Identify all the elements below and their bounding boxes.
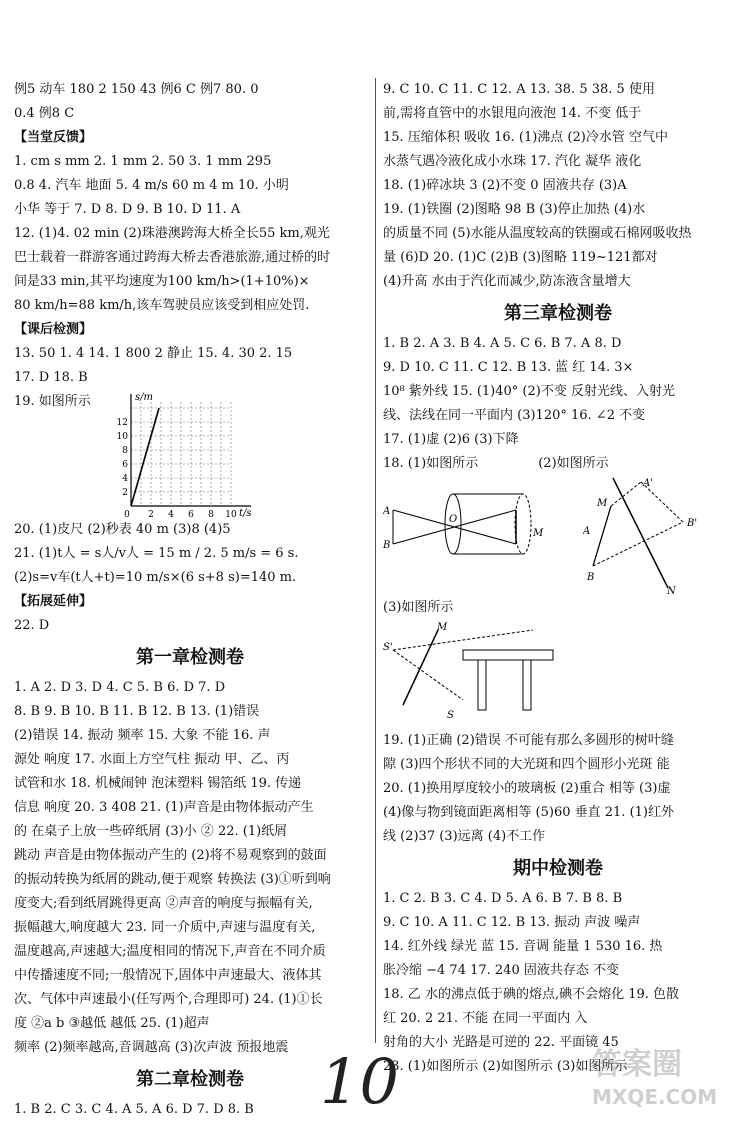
x-tick: 0 bbox=[123, 510, 130, 518]
section-heading: 【课后检测】 bbox=[14, 322, 93, 337]
label-M: M bbox=[437, 622, 448, 633]
answer-line: 的振动转换为纸屑的跳动,便于观察 转换法 (3)①听到响 bbox=[14, 872, 331, 887]
answer-line: 红 20. 2 21. 不能 在同一平面内 入 bbox=[383, 1011, 588, 1026]
column-divider bbox=[375, 78, 376, 1043]
label-A: A bbox=[583, 526, 591, 537]
label-S: S bbox=[447, 710, 454, 720]
answer-line: 19. (1)正确 (2)错误 不可能有那么多圆形的树叶缝 bbox=[383, 733, 674, 748]
label-A-prime: A' bbox=[643, 478, 653, 489]
answer-line: 17. D 18. B bbox=[14, 370, 88, 385]
watermark-text: 答案圈 bbox=[592, 1047, 682, 1082]
chapter-title: 期中检测卷 bbox=[513, 858, 603, 879]
answer-line: 量 (6)D 20. (1)C (2)B (3)图略 119~121都对 bbox=[383, 250, 658, 265]
y-axis-label: s/m bbox=[134, 392, 153, 403]
y-tick: 8 bbox=[122, 446, 128, 456]
answer-line: 度 ②a b ③越低 越低 25. (1)超声 bbox=[14, 1016, 210, 1031]
answer-line: 度变大;看到纸屑跳得更高 ②声音的响度与振幅有关, bbox=[14, 896, 313, 911]
answer-line: 频率 (2)频率越高,音调越高 (3)次声波 预报地震 bbox=[14, 1040, 289, 1055]
chapter-title: 第二章检测卷 bbox=[136, 1069, 244, 1090]
mirror-image-diagram bbox=[583, 476, 723, 596]
answer-line: (3)如图所示 bbox=[383, 600, 454, 615]
answer-line: 12. (1)4. 02 min (2)珠港澳跨海大桥全长55 km,观光 bbox=[14, 226, 330, 241]
answer-line: 1. A 2. D 3. D 4. C 5. B 6. D 7. D bbox=[14, 680, 226, 695]
answer-line: 次、气体中声速最小(任写两个,合理即可) 24. (1)①长 bbox=[14, 992, 323, 1007]
y-tick: 4 bbox=[122, 474, 128, 484]
answer-line: 隙 (3)四个形状不同的大光斑和四个圆形小光斑 能 bbox=[383, 757, 670, 772]
answer-line: 0.4 例8 C bbox=[14, 106, 75, 121]
answer-line: 20. (1)换用厚度较小的玻璃板 (2)重合 相等 (3)虚 bbox=[383, 781, 671, 796]
answer-line: 线、法线在同一平面内 (3)120° 16. ∠2 不变 bbox=[383, 408, 646, 423]
y-tick: 2 bbox=[122, 488, 128, 498]
answer-line: 21. (1)t人 = s人/v人 = 15 m / 2. 5 m/s = 6 s. bbox=[14, 546, 299, 561]
answer-line: 例5 动车 180 2 150 43 例6 C 例7 80. 0 bbox=[14, 82, 259, 97]
data-line bbox=[131, 408, 159, 506]
answer-line: 跳动 声音是由物体振动产生的 (2)将不易观察到的鼓面 bbox=[14, 848, 327, 863]
answer-line: 9. C 10. C 11. C 12. A 13. 38. 5 38. 5 使用 bbox=[383, 82, 655, 97]
answer-line: 源处 响度 17. 水面上方空气柱 振动 甲、乙、丙 bbox=[14, 752, 290, 767]
y-tick: 6 bbox=[122, 460, 128, 470]
label-O: O bbox=[449, 514, 458, 525]
page-number: 10 bbox=[320, 1045, 399, 1118]
answer-line: 巴士载着一群游客通过跨海大桥去香港旅游,通过桥的时 bbox=[14, 250, 331, 265]
answer-line: 23. (1)如图所示 (2)如图所示 (3)如图所示 bbox=[383, 1059, 628, 1074]
answer-line: 14. 红外线 绿光 蓝 15. 音调 能量 1 530 16. 热 bbox=[383, 939, 663, 954]
answer-line: 18. 乙 水的沸点低于碘的熔点,碘不会熔化 19. 色散 bbox=[383, 987, 680, 1002]
chapter-title: 第三章检测卷 bbox=[504, 303, 612, 324]
answer-line: 10⁸ 紫外线 15. (1)40° (2)不变 反射光线、入射光 bbox=[383, 384, 675, 399]
label-B-prime: B' bbox=[687, 518, 698, 529]
answer-line: 18. (1)如图所示 bbox=[383, 456, 479, 471]
x-tick: 2 bbox=[147, 510, 154, 518]
answer-line: 1. B 2. A 3. B 4. A 5. C 6. B 7. A 8. D bbox=[383, 336, 622, 351]
periscope-diagram bbox=[383, 620, 563, 720]
label-S-prime: S' bbox=[383, 642, 393, 653]
answer-line: 19. 如图所示 bbox=[14, 394, 91, 409]
answer-line: (2)s=v车(t人+t)=10 m/s×(6 s+8 s)=140 m. bbox=[14, 570, 297, 585]
answer-line: 0.8 4. 汽车 地面 5. 4 m/s 60 m 4 m 10. 小明 bbox=[14, 178, 289, 193]
label-A: A bbox=[383, 506, 391, 517]
section-heading: 【拓展延伸】 bbox=[14, 594, 93, 609]
answer-line: 17. (1)虚 (2)6 (3)下降 bbox=[383, 432, 519, 447]
x-tick: 6 bbox=[187, 510, 194, 518]
answer-line: 9. D 10. C 11. C 12. B 13. 蓝 红 14. 3× bbox=[383, 360, 634, 375]
right-column bbox=[383, 78, 733, 1079]
answer-line: 1. B 2. C 3. C 4. A 5. A 6. D 7. D 8. B bbox=[14, 1102, 254, 1117]
label-M: M bbox=[533, 528, 544, 539]
answer-line: 的 在桌子上放一些碎纸屑 (3)小 ② 22. (1)纸屑 bbox=[14, 824, 288, 839]
answer-line: 振幅越大,响度越大 23. 同一介质中,声速与温度有关, bbox=[14, 920, 316, 935]
x-tick: 10 bbox=[225, 510, 237, 518]
chapter-title: 第一章检测卷 bbox=[136, 647, 244, 668]
x-axis-label: t/s bbox=[238, 508, 252, 518]
answer-line: 20. (1)皮尺 (2)秒表 40 m (3)8 (4)5 bbox=[14, 522, 231, 537]
answer-line: 间是33 min,其平均速度为100 km/h>(1+10%)× bbox=[14, 274, 310, 289]
answer-line: 胀冷缩 −4 74 17. 240 固液共存态 不变 bbox=[383, 963, 619, 978]
label-M: M bbox=[597, 498, 608, 509]
answer-line: 80 km/h=88 km/h,该车驾驶员应该受到相应处罚. bbox=[14, 298, 310, 313]
label-N: N bbox=[667, 586, 676, 596]
answer-line: 射角的大小 光路是可逆的 22. 平面镜 45 bbox=[383, 1035, 619, 1050]
section-heading: 【当堂反馈】 bbox=[14, 130, 93, 145]
answer-line: 13. 50 1. 4 14. 1 800 2 静止 15. 4. 30 2. 15 bbox=[14, 346, 293, 361]
watermark-url: MXQE.COM bbox=[592, 1085, 718, 1109]
label-B: B bbox=[587, 572, 595, 583]
answer-line: 前,需将直管中的水银甩向液泡 14. 不变 低于 bbox=[383, 106, 642, 121]
q18-figures bbox=[383, 476, 733, 596]
x-tick: 8 bbox=[207, 510, 214, 518]
label-B: B bbox=[383, 540, 391, 551]
answer-line: 中传播速度不同;一般情况下,固体中声速最大、液体其 bbox=[14, 968, 322, 983]
answer-line: (2)如图所示 bbox=[538, 456, 609, 471]
y-tick: 10 bbox=[116, 432, 128, 442]
q18-header-row bbox=[383, 452, 733, 476]
answer-line: 1. C 2. B 3. C 4. D 5. A 6. B 7. B 8. B bbox=[383, 891, 623, 906]
answer-line: 小华 等于 7. D 8. D 9. B 10. D 11. A bbox=[14, 202, 241, 217]
answer-line: (4)像与物到镜面距离相等 (5)60 垂直 21. (1)红外 bbox=[383, 805, 674, 820]
answer-line: 19. (1)铁圈 (2)图略 98 B (3)停止加热 (4)水 bbox=[383, 202, 646, 217]
x-tick: 4 bbox=[167, 510, 174, 518]
answer-line: 1. cm s mm 2. 1 mm 2. 50 3. 1 mm 295 bbox=[14, 154, 272, 169]
answer-line: (4)升高 水由于汽化而减少,防冻液含量增大 bbox=[383, 274, 631, 289]
answer-line: (2)错误 14. 振动 频率 15. 大象 不能 16. 声 bbox=[14, 728, 271, 743]
answer-line: 8. B 9. B 10. B 11. B 12. B 13. (1)错误 bbox=[14, 704, 260, 719]
answer-line: 的质量不同 (5)水能从温度较高的铁圈或石棉网吸收热 bbox=[383, 226, 692, 241]
answer-line: 15. 压缩体积 吸收 16. (1)沸点 (2)冷水管 空气中 bbox=[383, 130, 668, 145]
answer-line: 9. C 10. A 11. C 12. B 13. 振动 声波 噪声 bbox=[383, 915, 641, 930]
answer-line: 线 (2)37 (3)远离 (4)不工作 bbox=[383, 829, 546, 844]
q19-row bbox=[14, 390, 366, 518]
answer-line: 18. (1)碎冰块 3 (2)不变 0 固液共存 (3)A bbox=[383, 178, 627, 193]
y-tick: 12 bbox=[116, 418, 128, 428]
answer-line: 试管和水 18. 机械闹钟 泡沫塑料 锡箔纸 19. 传递 bbox=[14, 776, 302, 791]
answer-line: 22. D bbox=[14, 618, 50, 633]
answer-line: 信息 响度 20. 3 408 21. (1)声音是由物体振动产生 bbox=[14, 800, 314, 815]
answer-line: 水蒸气遇冷液化成小水珠 17. 汽化 凝华 液化 bbox=[383, 154, 642, 169]
pinhole-camera-diagram bbox=[383, 476, 563, 596]
s-t-graph bbox=[101, 390, 261, 518]
watermark-logo bbox=[582, 1034, 742, 1114]
answer-line: 温度越高,声速越大;温度相同的情况下,声音在不同介质 bbox=[14, 944, 326, 959]
left-column bbox=[14, 78, 366, 1122]
